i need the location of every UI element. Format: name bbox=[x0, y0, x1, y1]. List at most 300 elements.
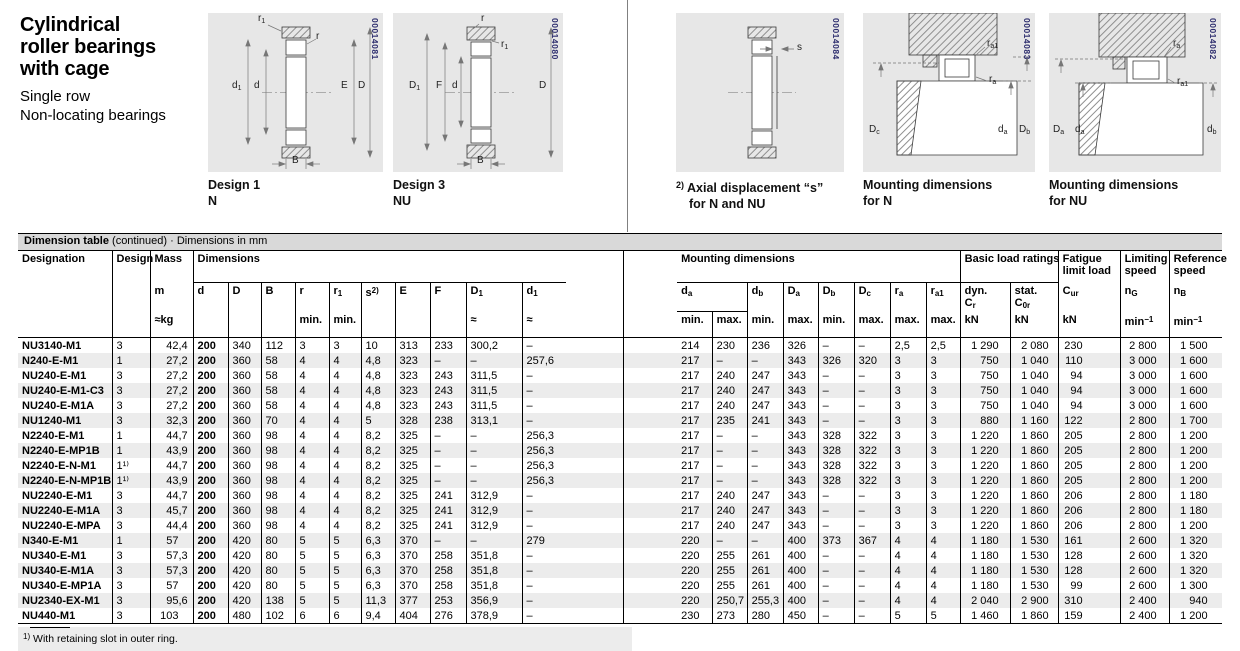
cell-cr: 1 220 bbox=[960, 428, 1010, 443]
page-title-block: Cylindrical roller bearings with cage Single row Non-locating bearings bbox=[20, 14, 166, 124]
dim-label-Dc: $D_c$ bbox=[869, 124, 880, 136]
cell-Da-max: 343 bbox=[783, 443, 818, 458]
cell-ng: 2 800 bbox=[1120, 443, 1169, 458]
cell-r1: 4 bbox=[329, 413, 361, 428]
cell-d1: – bbox=[522, 578, 623, 593]
cell-r: 5 bbox=[295, 533, 329, 548]
cell-mass: 32,3 bbox=[150, 413, 193, 428]
cell-cur: 205 bbox=[1058, 428, 1120, 443]
cell-ra1-max: 3 bbox=[926, 503, 960, 518]
cell-r1: 4 bbox=[329, 428, 361, 443]
cell-design: 1¹⁾ bbox=[112, 458, 150, 473]
cell-d: 200 bbox=[193, 533, 228, 548]
cell-ng: 2 800 bbox=[1120, 413, 1169, 428]
cell-ra1-max: 3 bbox=[926, 383, 960, 398]
cell-da-min: 220 bbox=[681, 565, 700, 577]
cell-E: 370 bbox=[395, 563, 430, 578]
cell-da-max: – bbox=[712, 353, 747, 368]
cell-Dc-max: 322 bbox=[854, 473, 890, 488]
qual-max: max. bbox=[783, 312, 818, 338]
cell-D: 360 bbox=[228, 353, 261, 368]
gap-cell bbox=[623, 608, 677, 624]
table-row bbox=[18, 548, 1222, 563]
qual-max: max. bbox=[926, 312, 960, 338]
cell-r1: 5 bbox=[329, 563, 361, 578]
cell-ng: 2 800 bbox=[1120, 428, 1169, 443]
dim-label-d: d bbox=[452, 80, 458, 91]
cell-cur: 159 bbox=[1058, 608, 1120, 624]
cell-da-max: 230 bbox=[712, 338, 747, 354]
cell-db-min: 280 bbox=[747, 608, 783, 624]
cell-ra-max: 4 bbox=[890, 578, 926, 593]
cell-ra-max: 3 bbox=[890, 518, 926, 533]
cell-cur: 161 bbox=[1058, 533, 1120, 548]
cell-da-max: 255 bbox=[712, 578, 747, 593]
cell-Da-max: 343 bbox=[783, 398, 818, 413]
cell-s: 11,3 bbox=[361, 593, 395, 608]
cell-d1: – bbox=[522, 563, 623, 578]
figure-number: 00014082 bbox=[1208, 18, 1218, 60]
cell-ng: 2 600 bbox=[1120, 548, 1169, 563]
cell-db-min: – bbox=[747, 458, 783, 473]
cell-ng: 3 000 bbox=[1120, 353, 1169, 368]
cell-cur: 206 bbox=[1058, 503, 1120, 518]
cell-d1: – bbox=[522, 503, 623, 518]
dim-label-da: $d_a$ bbox=[998, 124, 1008, 136]
cell-ra-max: 3 bbox=[890, 383, 926, 398]
cell-ng: 2 600 bbox=[1120, 533, 1169, 548]
col-header-m: m bbox=[150, 283, 193, 312]
cell-E: 323 bbox=[395, 383, 430, 398]
unit-kn: kN bbox=[1058, 312, 1120, 338]
cell-D1: – bbox=[466, 458, 522, 473]
cell-Dc-max: – bbox=[854, 383, 890, 398]
cell-D: 360 bbox=[228, 428, 261, 443]
cell-B: 98 bbox=[261, 428, 295, 443]
cell-s: 4,8 bbox=[361, 383, 395, 398]
col-header-D1: $D_1$ bbox=[466, 283, 522, 312]
cell-D: 360 bbox=[228, 488, 261, 503]
col-header-D: D bbox=[228, 283, 261, 312]
cell-cr: 750 bbox=[960, 398, 1010, 413]
cell-nb: 1 200 bbox=[1169, 428, 1222, 443]
cell-D1: 313,1 bbox=[466, 413, 522, 428]
cell-s: 8,2 bbox=[361, 473, 395, 488]
cell-nb: 1 300 bbox=[1169, 578, 1222, 593]
cell-nb: 1 180 bbox=[1169, 503, 1222, 518]
dim-label-r1: $r_1$ bbox=[258, 13, 266, 25]
cell-B: 138 bbox=[261, 593, 295, 608]
cell-cur: 205 bbox=[1058, 458, 1120, 473]
cell-c0r: 1 860 bbox=[1010, 428, 1058, 443]
table-title: Dimension table bbox=[24, 235, 109, 247]
cell-db-min: 247 bbox=[747, 518, 783, 533]
cell-design: 3 bbox=[112, 563, 150, 578]
cell-c0r: 1 860 bbox=[1010, 503, 1058, 518]
cell-r: 4 bbox=[295, 458, 329, 473]
cell-r: 4 bbox=[295, 518, 329, 533]
cell-designation: NU240-E-M1-C3 bbox=[22, 385, 104, 397]
cell-da-max: – bbox=[712, 533, 747, 548]
cell-Dc-max: – bbox=[854, 413, 890, 428]
cell-D: 360 bbox=[228, 398, 261, 413]
cell-Dc-max: – bbox=[854, 578, 890, 593]
cell-Db-min: – bbox=[818, 503, 854, 518]
cell-da-min: 230 bbox=[681, 610, 700, 622]
gap-cell bbox=[623, 383, 677, 398]
cell-ra1-max: 4 bbox=[926, 533, 960, 548]
table-title-bar: Dimension table (continued) · Dimensions in mm bbox=[18, 233, 1222, 250]
cell-ra1-max: 3 bbox=[926, 428, 960, 443]
cell-F: 243 bbox=[430, 383, 466, 398]
cell-da-max: 240 bbox=[712, 518, 747, 533]
col-header-design: Design bbox=[112, 251, 150, 338]
table-row bbox=[18, 578, 1222, 593]
figure-design-3 bbox=[393, 13, 563, 172]
cell-D: 420 bbox=[228, 593, 261, 608]
cell-ra1-max: 3 bbox=[926, 413, 960, 428]
cell-nb: 1 200 bbox=[1169, 473, 1222, 488]
cell-cur: 122 bbox=[1058, 413, 1120, 428]
qual-min: min. bbox=[747, 312, 783, 338]
cell-db-min: 261 bbox=[747, 548, 783, 563]
unit-per-min: $\min^{-1}$ bbox=[1120, 312, 1169, 338]
figure-mounting-n bbox=[863, 13, 1035, 172]
cell-F: 258 bbox=[430, 578, 466, 593]
cell-D: 420 bbox=[228, 533, 261, 548]
cell-B: 98 bbox=[261, 488, 295, 503]
cell-nb: 1 600 bbox=[1169, 398, 1222, 413]
gap-cell bbox=[623, 533, 677, 548]
cell-Dc-max: – bbox=[854, 608, 890, 624]
cell-d1: – bbox=[522, 338, 623, 354]
cell-cr: 1 180 bbox=[960, 548, 1010, 563]
cell-E: 325 bbox=[395, 443, 430, 458]
cell-F: 241 bbox=[430, 488, 466, 503]
cell-c0r: 2 900 bbox=[1010, 593, 1058, 608]
dim-label-ra1: $r_{a1}$ bbox=[1177, 76, 1189, 88]
qual-min: min. bbox=[295, 312, 329, 338]
cell-F: 258 bbox=[430, 563, 466, 578]
dim-label-Da: $D_a$ bbox=[1053, 124, 1065, 136]
cell-cr: 1 220 bbox=[960, 518, 1010, 533]
cell-F: 258 bbox=[430, 548, 466, 563]
cell-ra-max: 3 bbox=[890, 413, 926, 428]
cell-d: 200 bbox=[193, 593, 228, 608]
cell-design: 3 bbox=[112, 608, 150, 624]
cell-Da-max: 343 bbox=[783, 428, 818, 443]
cell-db-min: – bbox=[747, 353, 783, 368]
table-row bbox=[18, 428, 1222, 443]
cell-db-min: 261 bbox=[747, 578, 783, 593]
cell-d1: 257,6 bbox=[522, 353, 623, 368]
cell-cr: 1 180 bbox=[960, 533, 1010, 548]
cell-da-max: – bbox=[712, 473, 747, 488]
col-header-cur: $C_{ur}$ bbox=[1058, 283, 1120, 312]
page-title: Cylindrical bbox=[20, 14, 121, 36]
cell-mass: 57,3 bbox=[150, 563, 193, 578]
cell-db-min: 247 bbox=[747, 503, 783, 518]
figure-design-1 bbox=[208, 13, 383, 172]
cell-ra-max: 3 bbox=[890, 458, 926, 473]
cell-mass: 45,7 bbox=[150, 503, 193, 518]
cell-E: 328 bbox=[395, 413, 430, 428]
cell-F: 243 bbox=[430, 398, 466, 413]
cell-designation: N2240-E-N-M1 bbox=[22, 460, 96, 472]
cell-ng: 2 600 bbox=[1120, 578, 1169, 593]
cell-da-min: 214 bbox=[681, 340, 700, 352]
cell-mass: 57,3 bbox=[150, 548, 193, 563]
cell-nb: 1 200 bbox=[1169, 518, 1222, 533]
cell-cr: 750 bbox=[960, 353, 1010, 368]
cell-Da-max: 400 bbox=[783, 533, 818, 548]
qual-approx: ≈ bbox=[466, 312, 522, 338]
cell-da-max: – bbox=[712, 443, 747, 458]
cell-designation: NU240-E-M1A bbox=[22, 400, 95, 412]
gap-cell bbox=[623, 548, 677, 563]
figure-caption-axial: $^{2)}$ Axial displacement “s” for N and NU bbox=[676, 180, 824, 211]
cell-D: 420 bbox=[228, 548, 261, 563]
cell-c0r: 1 530 bbox=[1010, 578, 1058, 593]
col-header-ng: $n_G$ bbox=[1120, 283, 1169, 312]
cell-da-min: 217 bbox=[681, 490, 700, 502]
cell-s: 4,8 bbox=[361, 368, 395, 383]
cell-ra-max: 3 bbox=[890, 368, 926, 383]
cell-s: 8,2 bbox=[361, 503, 395, 518]
dim-label-E: E bbox=[341, 80, 348, 91]
cell-mass: 27,2 bbox=[150, 383, 193, 398]
cell-ng: 2 800 bbox=[1120, 503, 1169, 518]
cell-D1: 351,8 bbox=[466, 563, 522, 578]
footnote-bar bbox=[18, 627, 632, 651]
cell-d1: – bbox=[522, 398, 623, 413]
cell-Db-min: – bbox=[818, 383, 854, 398]
cell-ra-max: 4 bbox=[890, 593, 926, 608]
cell-cr: 1 220 bbox=[960, 473, 1010, 488]
gap-cell bbox=[623, 443, 677, 458]
cell-d: 200 bbox=[193, 428, 228, 443]
cell-Da-max: 400 bbox=[783, 578, 818, 593]
cell-design: 3 bbox=[112, 488, 150, 503]
cell-cr: 1 220 bbox=[960, 488, 1010, 503]
cell-mass: 95,6 bbox=[150, 593, 193, 608]
cell-cr: 2 040 bbox=[960, 593, 1010, 608]
cell-da-min: 217 bbox=[681, 355, 700, 367]
cell-cur: 94 bbox=[1058, 383, 1120, 398]
cell-da-max: 240 bbox=[712, 398, 747, 413]
cell-Da-max: 400 bbox=[783, 563, 818, 578]
cell-d1: 256,3 bbox=[522, 473, 623, 488]
dim-label-ra1: $r_{a1}$ bbox=[987, 38, 999, 50]
cell-d1: 256,3 bbox=[522, 443, 623, 458]
figure-number: 00014084 bbox=[831, 18, 841, 60]
cell-ra-max: 4 bbox=[890, 563, 926, 578]
cell-design: 3 bbox=[112, 503, 150, 518]
cell-D: 360 bbox=[228, 458, 261, 473]
cell-d: 200 bbox=[193, 353, 228, 368]
cell-db-min: – bbox=[747, 533, 783, 548]
footnote-text: $^{1)}$ With retaining slot in outer ring. bbox=[23, 632, 178, 645]
cell-ra1-max: 3 bbox=[926, 473, 960, 488]
cell-d1: – bbox=[522, 608, 623, 624]
cell-d1: – bbox=[522, 413, 623, 428]
cell-cur: 94 bbox=[1058, 398, 1120, 413]
cell-da-max: 255 bbox=[712, 563, 747, 578]
cell-da-min: 217 bbox=[681, 430, 700, 442]
unit-per-min: $\min^{-1}$ bbox=[1169, 312, 1222, 338]
cell-B: 58 bbox=[261, 383, 295, 398]
table-row bbox=[18, 503, 1222, 518]
cell-design: 1 bbox=[112, 443, 150, 458]
cell-E: 325 bbox=[395, 428, 430, 443]
cell-B: 112 bbox=[261, 338, 295, 354]
cell-cur: 110 bbox=[1058, 353, 1120, 368]
cell-D1: 311,5 bbox=[466, 368, 522, 383]
cell-D1: 351,8 bbox=[466, 548, 522, 563]
cell-D1: 378,9 bbox=[466, 608, 522, 624]
cell-D1: 300,2 bbox=[466, 338, 522, 354]
cell-Dc-max: – bbox=[854, 518, 890, 533]
col-header-F: F bbox=[430, 283, 466, 312]
cell-E: 370 bbox=[395, 533, 430, 548]
cell-d1: – bbox=[522, 548, 623, 563]
cell-E: 325 bbox=[395, 473, 430, 488]
cell-B: 98 bbox=[261, 473, 295, 488]
cell-r1: 4 bbox=[329, 443, 361, 458]
cell-design: 3 bbox=[112, 593, 150, 608]
cell-nb: 1 700 bbox=[1169, 413, 1222, 428]
cell-ra-max: 4 bbox=[890, 533, 926, 548]
cell-F: 238 bbox=[430, 413, 466, 428]
cell-nb: 940 bbox=[1169, 593, 1222, 608]
cell-Db-min: 328 bbox=[818, 428, 854, 443]
cell-Dc-max: – bbox=[854, 593, 890, 608]
cell-s: 8,2 bbox=[361, 488, 395, 503]
cell-r: 4 bbox=[295, 353, 329, 368]
cell-c0r: 1 860 bbox=[1010, 473, 1058, 488]
cell-Da-max: 400 bbox=[783, 548, 818, 563]
cell-designation: N2240-E-M1 bbox=[22, 430, 85, 442]
cell-ng: 2 800 bbox=[1120, 518, 1169, 533]
cell-cur: 205 bbox=[1058, 473, 1120, 488]
cell-B: 102 bbox=[261, 608, 295, 624]
cell-nb: 1 200 bbox=[1169, 458, 1222, 473]
dim-label-db: $d_b$ bbox=[1207, 124, 1217, 136]
cell-r1: 4 bbox=[329, 458, 361, 473]
cell-Da-max: 343 bbox=[783, 413, 818, 428]
cell-B: 58 bbox=[261, 398, 295, 413]
cell-d: 200 bbox=[193, 503, 228, 518]
cell-F: 243 bbox=[430, 368, 466, 383]
cell-Db-min: – bbox=[818, 608, 854, 624]
cell-s: 4,8 bbox=[361, 353, 395, 368]
col-group-dimensions: Dimensions bbox=[193, 251, 623, 283]
cell-design: 3 bbox=[112, 368, 150, 383]
cell-B: 80 bbox=[261, 548, 295, 563]
cell-da-max: 235 bbox=[712, 413, 747, 428]
dim-label-r: r bbox=[481, 13, 485, 24]
cell-E: 377 bbox=[395, 593, 430, 608]
cell-E: 323 bbox=[395, 353, 430, 368]
cell-F: 241 bbox=[430, 518, 466, 533]
cell-db-min: 247 bbox=[747, 398, 783, 413]
cell-ra1-max: 3 bbox=[926, 518, 960, 533]
cell-ra1-max: 3 bbox=[926, 488, 960, 503]
table-row bbox=[18, 608, 1222, 624]
col-header-ra: $r_a$ bbox=[890, 283, 926, 312]
dim-label-Db: $D_b$ bbox=[1019, 124, 1031, 136]
cell-s: 8,2 bbox=[361, 428, 395, 443]
cell-ng: 2 800 bbox=[1120, 473, 1169, 488]
dim-label-r: r bbox=[316, 31, 320, 42]
cell-nb: 1 320 bbox=[1169, 548, 1222, 563]
cell-d1: 279 bbox=[522, 533, 623, 548]
col-header-nb: $n_B$ bbox=[1169, 283, 1222, 312]
cell-F: – bbox=[430, 533, 466, 548]
table-row bbox=[18, 413, 1222, 428]
cell-db-min: – bbox=[747, 443, 783, 458]
cell-r1: 6 bbox=[329, 608, 361, 624]
cell-d: 200 bbox=[193, 518, 228, 533]
cell-design: 3 bbox=[112, 383, 150, 398]
cell-cur: 94 bbox=[1058, 368, 1120, 383]
cell-E: 325 bbox=[395, 503, 430, 518]
cell-ra-max: 2,5 bbox=[890, 338, 926, 354]
cell-Dc-max: 322 bbox=[854, 428, 890, 443]
cell-da-max: 273 bbox=[712, 608, 747, 624]
cell-D1: – bbox=[466, 533, 522, 548]
cell-cur: 128 bbox=[1058, 563, 1120, 578]
cell-designation: NU2240-E-M1 bbox=[22, 490, 93, 502]
cell-D1: 356,9 bbox=[466, 593, 522, 608]
cell-d: 200 bbox=[193, 488, 228, 503]
cell-r: 4 bbox=[295, 413, 329, 428]
cell-d: 200 bbox=[193, 608, 228, 624]
cell-Db-min: – bbox=[818, 338, 854, 354]
dim-label-B: B bbox=[477, 155, 484, 166]
gap-cell bbox=[623, 458, 677, 473]
col-header-db: $d_b$ bbox=[747, 283, 783, 312]
cell-c0r: 1 860 bbox=[1010, 518, 1058, 533]
cell-da-min: 217 bbox=[681, 505, 700, 517]
cell-designation: NU340-E-MP1A bbox=[22, 580, 102, 592]
cell-r: 5 bbox=[295, 593, 329, 608]
col-header-d: d bbox=[193, 283, 228, 312]
col-header-da: $d_a$ bbox=[677, 283, 747, 312]
cell-designation: N340-E-M1 bbox=[22, 535, 79, 547]
cell-cr: 1 220 bbox=[960, 503, 1010, 518]
cell-c0r: 1 040 bbox=[1010, 368, 1058, 383]
cell-d1: – bbox=[522, 593, 623, 608]
cell-da-min: 217 bbox=[681, 445, 700, 457]
cell-d: 200 bbox=[193, 458, 228, 473]
cell-B: 58 bbox=[261, 368, 295, 383]
cell-mass: 43,9 bbox=[150, 473, 193, 488]
table-row bbox=[18, 518, 1222, 533]
cell-da-max: 240 bbox=[712, 383, 747, 398]
gap-cell bbox=[623, 518, 677, 533]
cell-da-min: 217 bbox=[681, 415, 700, 427]
cell-da-max: 240 bbox=[712, 368, 747, 383]
cell-nb: 1 200 bbox=[1169, 608, 1222, 624]
gap-cell bbox=[623, 593, 677, 608]
gap-cell bbox=[623, 413, 677, 428]
cell-da-max: – bbox=[712, 428, 747, 443]
cell-B: 98 bbox=[261, 443, 295, 458]
col-header-B: B bbox=[261, 283, 295, 312]
cell-B: 98 bbox=[261, 518, 295, 533]
cell-db-min: 247 bbox=[747, 383, 783, 398]
